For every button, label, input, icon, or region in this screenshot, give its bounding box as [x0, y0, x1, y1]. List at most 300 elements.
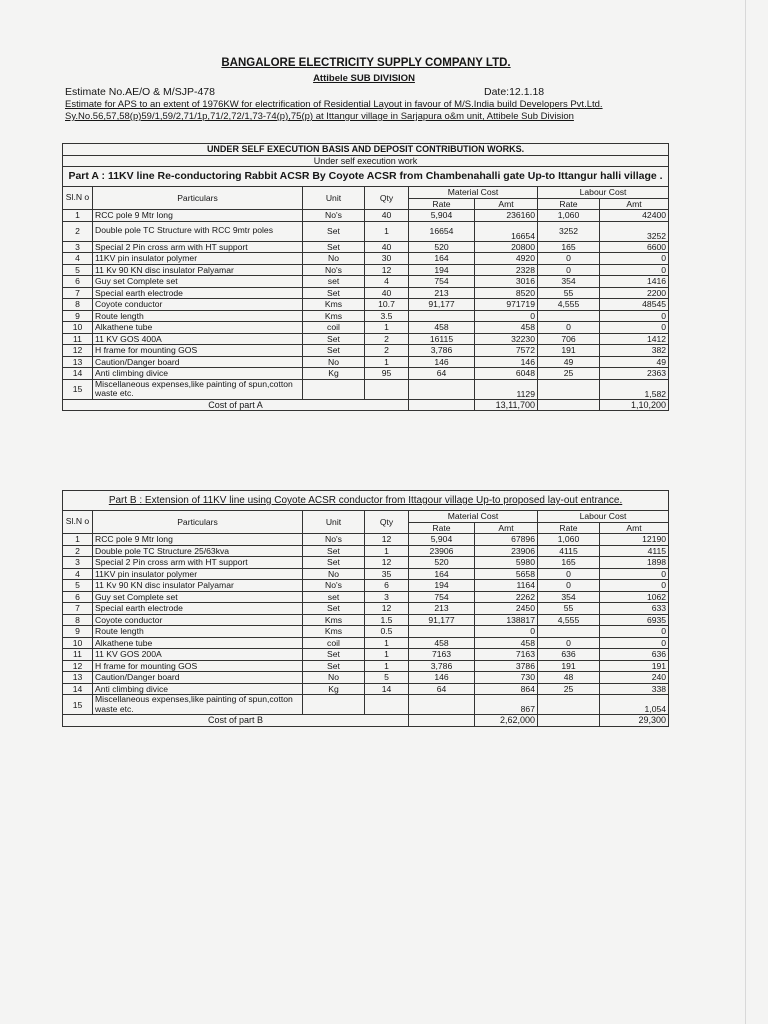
table-row [63, 683, 669, 695]
sl-cell: 7 [63, 603, 93, 615]
col-material-rate: Rate [409, 522, 475, 534]
labour-rate-cell: 0 [538, 580, 600, 592]
particulars-cell: Double pole TC Structure with RCC 9mtr poles [93, 221, 303, 241]
material-amt-cell: 458 [475, 322, 538, 334]
labour-rate-cell [538, 310, 600, 322]
labour-amt-cell: 12190 [600, 534, 669, 546]
material-rate-cell: 64 [409, 368, 475, 380]
unit-cell: Set [303, 333, 365, 345]
qty-cell: 1.5 [365, 614, 409, 626]
labour-rate-cell: 25 [538, 368, 600, 380]
qty-cell: 12 [365, 264, 409, 276]
sl-cell: 14 [63, 368, 93, 380]
sl-cell: 1 [63, 210, 93, 222]
qty-cell: 10.7 [365, 299, 409, 311]
qty-cell: 95 [365, 368, 409, 380]
material-rate-cell: 64 [409, 683, 475, 695]
labour-rate-cell: 0 [538, 568, 600, 580]
table-row [63, 253, 669, 265]
table-row [63, 603, 669, 615]
labour-amt-cell: 3252 [600, 221, 669, 241]
col-labour-rate: Rate [538, 522, 600, 534]
material-amt-cell: 0 [475, 310, 538, 322]
sl-cell: 13 [63, 672, 93, 684]
unit-cell: Set [303, 557, 365, 569]
qty-cell: 12 [365, 557, 409, 569]
part-b-total-label: Cost of part B [63, 715, 409, 727]
unit-cell: No [303, 253, 365, 265]
material-rate-cell: 5,904 [409, 534, 475, 546]
particulars-cell: RCC pole 9 Mtr long [93, 210, 303, 222]
unit-cell: Set [303, 603, 365, 615]
table-row [63, 241, 669, 253]
total-blank [409, 715, 475, 727]
unit-cell: Kms [303, 614, 365, 626]
material-amt-cell: 138817 [475, 614, 538, 626]
table-row [63, 660, 669, 672]
part-a-title: Part A : 11KV line Re-conductoring Rabbit ACSR By Coyote ACSR from Chambenahalli gate Up-to Ittangur halli village . [63, 167, 669, 187]
material-rate-cell: 754 [409, 276, 475, 288]
sl-cell: 11 [63, 333, 93, 345]
col-material-cost: Material Cost [409, 187, 538, 199]
material-rate-cell: 213 [409, 287, 475, 299]
qty-cell: 12 [365, 603, 409, 615]
table-row [63, 356, 669, 368]
col-qty: Qty [365, 511, 409, 534]
total-blank [538, 715, 600, 727]
material-amt-cell: 867 [475, 695, 538, 715]
part-b-table [62, 490, 669, 727]
unit-cell: Set [303, 345, 365, 357]
unit-cell: No [303, 356, 365, 368]
material-amt-cell: 1129 [475, 379, 538, 399]
unit-cell: Kg [303, 683, 365, 695]
labour-rate-cell: 48 [538, 672, 600, 684]
particulars-cell: Miscellaneous expenses,like painting of spun,cotton waste etc. [93, 695, 303, 715]
unit-cell: Set [303, 545, 365, 557]
labour-rate-cell: 706 [538, 333, 600, 345]
labour-amt-cell: 382 [600, 345, 669, 357]
material-rate-cell [409, 379, 475, 399]
qty-cell: 12 [365, 534, 409, 546]
table-row [63, 322, 669, 334]
particulars-cell: Anti climbing divice [93, 368, 303, 380]
col-material-cost: Material Cost [409, 511, 538, 523]
company-name: BANGALORE ELECTRICITY SUPPLY COMPANY LTD. [221, 57, 511, 69]
material-rate-cell: 754 [409, 591, 475, 603]
part-b-title [63, 491, 669, 511]
qty-cell: 1 [365, 221, 409, 241]
particulars-cell: 11KV pin insulator polymer [93, 568, 303, 580]
labour-rate-cell: 0 [538, 264, 600, 276]
material-amt-cell: 146 [475, 356, 538, 368]
particulars-cell: 11KV pin insulator polymer [93, 253, 303, 265]
labour-amt-cell: 42400 [600, 210, 669, 222]
labour-rate-cell: 0 [538, 253, 600, 265]
material-amt-cell: 730 [475, 672, 538, 684]
col-unit: Unit [303, 187, 365, 210]
labour-rate-cell: 4,555 [538, 614, 600, 626]
sl-cell: 13 [63, 356, 93, 368]
table-row [63, 368, 669, 380]
qty-cell: 3.5 [365, 310, 409, 322]
qty-cell: 1 [365, 660, 409, 672]
material-rate-cell: 194 [409, 264, 475, 276]
qty-cell: 1 [365, 637, 409, 649]
labour-rate-cell: 1,060 [538, 534, 600, 546]
material-amt-cell: 2328 [475, 264, 538, 276]
labour-rate-cell: 49 [538, 356, 600, 368]
part-b-title-text: Part B : Extension of 11KV line using Coyote ACSR conductor from Ittagour village Up-to proposed lay-out entrance. [108, 495, 623, 506]
qty-cell: 0.5 [365, 626, 409, 638]
material-amt-cell: 3016 [475, 276, 538, 288]
labour-amt-cell: 2363 [600, 368, 669, 380]
part-b-total-material: 2,62,000 [475, 715, 538, 727]
table-row [63, 345, 669, 357]
particulars-cell: H frame for mounting GOS [93, 660, 303, 672]
particulars-cell: Alkathene tube [93, 322, 303, 334]
particulars-cell: Route length [93, 626, 303, 638]
qty-cell: 4 [365, 276, 409, 288]
qty-cell: 1 [365, 649, 409, 661]
qty-cell [365, 695, 409, 715]
sl-cell: 12 [63, 345, 93, 357]
table-row [63, 649, 669, 661]
material-rate-cell: 16115 [409, 333, 475, 345]
material-amt-cell: 1164 [475, 580, 538, 592]
material-rate-cell: 91,177 [409, 614, 475, 626]
labour-amt-cell: 2200 [600, 287, 669, 299]
particulars-cell: Special 2 Pin cross arm with HT support [93, 241, 303, 253]
material-amt-cell: 16654 [475, 221, 538, 241]
qty-cell: 14 [365, 683, 409, 695]
material-rate-cell [409, 695, 475, 715]
particulars-cell: Miscellaneous expenses,like painting of spun,cotton waste etc. [93, 379, 303, 399]
table-row [63, 614, 669, 626]
table-row [63, 568, 669, 580]
unit-cell: coil [303, 322, 365, 334]
material-rate-cell: 458 [409, 637, 475, 649]
particulars-cell: Guy set Complete set [93, 276, 303, 288]
material-amt-cell: 458 [475, 637, 538, 649]
sl-cell: 8 [63, 614, 93, 626]
table-row [63, 299, 669, 311]
material-rate-cell: 16654 [409, 221, 475, 241]
particulars-cell: Double pole TC Structure 25/63kva [93, 545, 303, 557]
sl-cell: 15 [63, 695, 93, 715]
sl-cell: 7 [63, 287, 93, 299]
sl-cell: 8 [63, 299, 93, 311]
table-row [63, 221, 669, 241]
labour-amt-cell: 191 [600, 660, 669, 672]
material-amt-cell: 971719 [475, 299, 538, 311]
sl-cell: 9 [63, 310, 93, 322]
particulars-cell: 11 Kv 90 KN disc insulator Palyamar [93, 264, 303, 276]
labour-rate-cell: 165 [538, 241, 600, 253]
sl-cell: 12 [63, 660, 93, 672]
labour-rate-cell: 0 [538, 322, 600, 334]
particulars-cell: Anti climbing divice [93, 683, 303, 695]
material-amt-cell: 6048 [475, 368, 538, 380]
col-unit: Unit [303, 511, 365, 534]
unit-cell: Kms [303, 299, 365, 311]
unit-cell: Set [303, 660, 365, 672]
col-labour-amt: Amt [600, 522, 669, 534]
labour-rate-cell [538, 379, 600, 399]
labour-rate-cell: 354 [538, 591, 600, 603]
sl-cell: 10 [63, 322, 93, 334]
material-rate-cell: 164 [409, 253, 475, 265]
qty-cell: 1 [365, 322, 409, 334]
unit-cell: Kms [303, 626, 365, 638]
table-row [63, 534, 669, 546]
material-amt-cell: 5658 [475, 568, 538, 580]
qty-cell: 1 [365, 356, 409, 368]
particulars-cell: Special 2 Pin cross arm with HT support [93, 557, 303, 569]
total-blank [409, 399, 475, 411]
material-rate-cell: 194 [409, 580, 475, 592]
unit-cell: Kg [303, 368, 365, 380]
col-labour-cost: Labour Cost [538, 187, 669, 199]
material-amt-cell: 2450 [475, 603, 538, 615]
particulars-cell: Coyote conductor [93, 299, 303, 311]
part-a-total-material: 13,11,700 [475, 399, 538, 411]
unit-cell [303, 695, 365, 715]
col-sl: Sl.N o [63, 187, 93, 210]
sl-cell: 11 [63, 649, 93, 661]
qty-cell: 3 [365, 591, 409, 603]
material-amt-cell: 32230 [475, 333, 538, 345]
labour-amt-cell: 1,054 [600, 695, 669, 715]
labour-amt-cell: 0 [600, 626, 669, 638]
col-material-amt: Amt [475, 198, 538, 210]
material-rate-cell [409, 626, 475, 638]
sl-cell: 3 [63, 241, 93, 253]
part-b-total-labour: 29,300 [600, 715, 669, 727]
material-rate-cell: 520 [409, 557, 475, 569]
estimate-number: Estimate No.AE/O & M/SJP-478 [65, 86, 215, 98]
material-amt-cell: 23906 [475, 545, 538, 557]
sl-cell: 3 [63, 557, 93, 569]
col-labour-amt: Amt [600, 198, 669, 210]
unit-cell: No's [303, 210, 365, 222]
particulars-cell: 11 KV GOS 400A [93, 333, 303, 345]
table-row [63, 287, 669, 299]
part-a-table [62, 143, 669, 411]
labour-amt-cell: 1,582 [600, 379, 669, 399]
labour-amt-cell: 0 [600, 580, 669, 592]
unit-cell: No's [303, 534, 365, 546]
material-amt-cell: 67896 [475, 534, 538, 546]
qty-cell: 40 [365, 210, 409, 222]
qty-cell: 1 [365, 545, 409, 557]
sl-cell: 6 [63, 591, 93, 603]
qty-cell: 2 [365, 333, 409, 345]
labour-amt-cell: 633 [600, 603, 669, 615]
labour-rate-cell [538, 626, 600, 638]
material-rate-cell: 520 [409, 241, 475, 253]
labour-amt-cell: 0 [600, 253, 669, 265]
table-row [63, 626, 669, 638]
material-amt-cell: 236160 [475, 210, 538, 222]
material-rate-cell: 3,786 [409, 660, 475, 672]
unit-cell: No's [303, 580, 365, 592]
unit-cell: No's [303, 264, 365, 276]
material-amt-cell: 20800 [475, 241, 538, 253]
unit-cell: set [303, 276, 365, 288]
labour-rate-cell: 0 [538, 637, 600, 649]
particulars-cell: 11 KV GOS 200A [93, 649, 303, 661]
material-rate-cell: 3,786 [409, 345, 475, 357]
labour-amt-cell: 4115 [600, 545, 669, 557]
sl-cell: 2 [63, 221, 93, 241]
material-amt-cell: 0 [475, 626, 538, 638]
qty-cell: 40 [365, 287, 409, 299]
material-rate-cell: 164 [409, 568, 475, 580]
labour-amt-cell: 0 [600, 322, 669, 334]
particulars-cell: Route length [93, 310, 303, 322]
table-row [63, 210, 669, 222]
qty-cell: 6 [365, 580, 409, 592]
labour-rate-cell: 4115 [538, 545, 600, 557]
labour-rate-cell: 191 [538, 660, 600, 672]
sl-cell: 5 [63, 580, 93, 592]
labour-amt-cell: 1412 [600, 333, 669, 345]
material-amt-cell: 2262 [475, 591, 538, 603]
labour-rate-cell: 165 [538, 557, 600, 569]
particulars-cell: 11 Kv 90 KN disc insulator Palyamar [93, 580, 303, 592]
qty-cell: 35 [365, 568, 409, 580]
labour-amt-cell: 0 [600, 264, 669, 276]
sl-cell: 15 [63, 379, 93, 399]
estimate-description: Estimate for APS to an extent of 1976KW for electrification of Residential Layout in favour of M/S.India build Developers Pvt.Ltd. Sy.No.56,57,58(p)59/1,59/2,71/1p,71/2,72/1,73-74(p),75(p) at Ittangur village in Sarjapura o&m unit, Attibele Sub Division [65, 99, 603, 122]
part-a-total-label: Cost of part A [63, 399, 409, 411]
total-blank [538, 399, 600, 411]
qty-cell [365, 379, 409, 399]
labour-amt-cell: 1062 [600, 591, 669, 603]
unit-cell: coil [303, 637, 365, 649]
sl-cell: 1 [63, 534, 93, 546]
unit-cell: Set [303, 241, 365, 253]
table-row [63, 379, 669, 399]
labour-rate-cell: 55 [538, 287, 600, 299]
labour-rate-cell: 191 [538, 345, 600, 357]
labour-rate-cell: 3252 [538, 221, 600, 241]
labour-amt-cell: 240 [600, 672, 669, 684]
labour-rate-cell: 636 [538, 649, 600, 661]
col-material-amt: Amt [475, 522, 538, 534]
table-row [63, 695, 669, 715]
sl-cell: 9 [63, 626, 93, 638]
unit-cell: No [303, 568, 365, 580]
table-row [63, 333, 669, 345]
labour-rate-cell [538, 695, 600, 715]
page-edge [745, 0, 746, 1024]
sl-cell: 2 [63, 545, 93, 557]
labour-amt-cell: 48545 [600, 299, 669, 311]
col-sl: Sl.N o [63, 511, 93, 534]
labour-amt-cell: 6935 [600, 614, 669, 626]
qty-cell: 5 [365, 672, 409, 684]
labour-rate-cell: 4,555 [538, 299, 600, 311]
col-particulars: Particulars [93, 511, 303, 534]
material-rate-cell: 5,904 [409, 210, 475, 222]
particulars-cell: RCC pole 9 Mtr long [93, 534, 303, 546]
material-amt-cell: 7572 [475, 345, 538, 357]
material-amt-cell: 5980 [475, 557, 538, 569]
banner-line-2: Under self execution work [63, 155, 669, 167]
material-rate-cell: 146 [409, 672, 475, 684]
sl-cell: 14 [63, 683, 93, 695]
labour-amt-cell: 1416 [600, 276, 669, 288]
sl-cell: 6 [63, 276, 93, 288]
table-row [63, 580, 669, 592]
material-rate-cell: 146 [409, 356, 475, 368]
material-amt-cell: 7163 [475, 649, 538, 661]
col-particulars: Particulars [93, 187, 303, 210]
banner-line-1: UNDER SELF EXECUTION BASIS AND DEPOSIT CONTRIBUTION WORKS. [63, 144, 669, 156]
sub-division: Attibele SUB DIVISION [313, 73, 415, 84]
table-row [63, 276, 669, 288]
col-qty: Qty [365, 187, 409, 210]
sl-cell: 4 [63, 253, 93, 265]
labour-rate-cell: 1,060 [538, 210, 600, 222]
sl-cell: 10 [63, 637, 93, 649]
unit-cell: set [303, 591, 365, 603]
particulars-cell: Guy set Complete set [93, 591, 303, 603]
labour-amt-cell: 1898 [600, 557, 669, 569]
material-amt-cell: 8520 [475, 287, 538, 299]
table-row [63, 310, 669, 322]
qty-cell: 40 [365, 241, 409, 253]
material-amt-cell: 4920 [475, 253, 538, 265]
particulars-cell: Special earth electrode [93, 287, 303, 299]
material-amt-cell: 864 [475, 683, 538, 695]
material-rate-cell: 23906 [409, 545, 475, 557]
material-rate-cell: 213 [409, 603, 475, 615]
table-row [63, 672, 669, 684]
labour-rate-cell: 55 [538, 603, 600, 615]
table-row [63, 591, 669, 603]
labour-rate-cell: 354 [538, 276, 600, 288]
unit-cell: Set [303, 287, 365, 299]
table-row [63, 545, 669, 557]
particulars-cell: Caution/Danger board [93, 356, 303, 368]
particulars-cell: Special earth electrode [93, 603, 303, 615]
sl-cell: 4 [63, 568, 93, 580]
material-rate-cell: 91,177 [409, 299, 475, 311]
labour-rate-cell: 25 [538, 683, 600, 695]
particulars-cell: Caution/Danger board [93, 672, 303, 684]
material-amt-cell: 3786 [475, 660, 538, 672]
qty-cell: 2 [365, 345, 409, 357]
labour-amt-cell: 338 [600, 683, 669, 695]
qty-cell: 30 [365, 253, 409, 265]
labour-amt-cell: 49 [600, 356, 669, 368]
col-labour-rate: Rate [538, 198, 600, 210]
labour-amt-cell: 0 [600, 310, 669, 322]
labour-amt-cell: 6600 [600, 241, 669, 253]
labour-amt-cell: 636 [600, 649, 669, 661]
particulars-cell: Coyote conductor [93, 614, 303, 626]
col-material-rate: Rate [409, 198, 475, 210]
sl-cell: 5 [63, 264, 93, 276]
unit-cell: No [303, 672, 365, 684]
part-a-total-labour: 1,10,200 [600, 399, 669, 411]
table-row [63, 264, 669, 276]
particulars-cell: H frame for mounting GOS [93, 345, 303, 357]
estimate-date: Date:12.1.18 [484, 86, 545, 98]
